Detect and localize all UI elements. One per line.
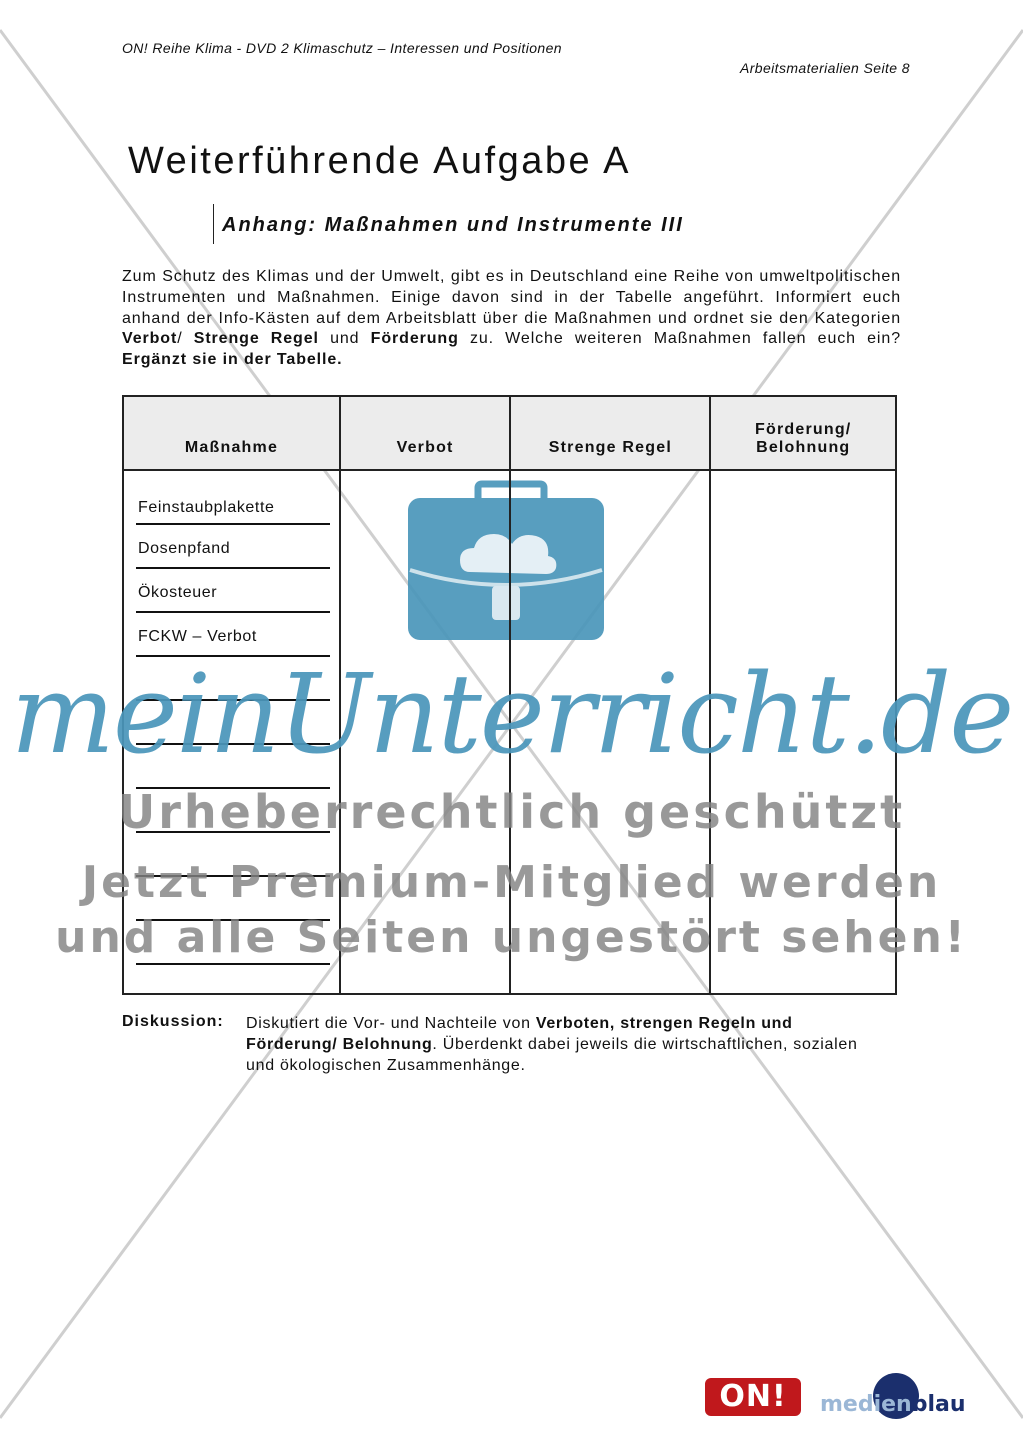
page-subtitle: Anhang: Maßnahmen und Instrumente III: [222, 214, 684, 236]
list-item: Feinstaubplakette: [136, 499, 330, 525]
medienblau-logo-medien: medien: [820, 1392, 912, 1417]
page-title: Weiterführende Aufgabe A: [128, 140, 631, 182]
discussion-label: Diskussion:: [122, 1013, 224, 1030]
list-item: FCKW – Verbot: [136, 613, 330, 657]
intro-text: Zum Schutz des Klimas und der Umwelt, gibt es in Deutschland eine Reihe von umweltpolitischen Instrumenten und Maßnahmen. Einige davon sind in der Tabelle angeführt. Informiert euch anhand der Info-Kästen auf dem Arbeitsblatt über die Maßnahmen und ordnet sie den Kategorien: [122, 268, 901, 327]
intro-text: zu. Welche weiteren Maßnahmen fallen euch ein?: [458, 330, 901, 348]
medienblau-logo-blau: blau: [911, 1392, 966, 1417]
header-foerderung: Förderung/ Belohnung: [710, 396, 896, 470]
subtitle-divider: [213, 204, 214, 244]
discussion-text: [246, 1013, 886, 1076]
list-item: Dosenpfand: [136, 525, 330, 569]
header-massnahme: Maßnahme: [123, 396, 340, 470]
intro-bold-instruction: Ergänzt sie in der Tabelle.: [122, 351, 343, 369]
header-verbot: Verbot: [340, 396, 510, 470]
header-series-title: ON! Reihe Klima - DVD 2 Klimaschutz – Interessen und Positionen: [122, 40, 562, 56]
discussion-bold-part: Verboten, strengen Regeln und Förderung/ Belohnung: [246, 1015, 793, 1053]
intro-bold-foerderung: Förderung: [370, 330, 459, 348]
on-logo: ON!: [705, 1378, 801, 1416]
header-page-label: Arbeitsmaterialien Seite 8: [740, 60, 910, 76]
discussion-text-part: . Überdenkt dabei jeweils die wirtschaftlichen, sozialen und ökologischen Zusammenhänge.: [246, 1036, 858, 1074]
watermark-premium: Jetzt Premium-Mitglied werden: [81, 857, 942, 908]
table-header-row: [123, 396, 896, 470]
watermark-brand: meinUnterricht.de: [10, 650, 1013, 778]
intro-bold-verbot: Verbot: [122, 330, 178, 348]
watermark-copyright: Urheberrechtlich geschützt: [117, 785, 906, 839]
discussion-text-part: Diskutiert die Vor- und Nachteile von: [246, 1015, 536, 1032]
list-item: Ökosteuer: [136, 569, 330, 613]
header-strenge-regel: Strenge Regel: [510, 396, 710, 470]
medienblau-logo: [820, 1392, 966, 1417]
intro-text: und: [318, 330, 371, 348]
intro-text: /: [177, 330, 194, 348]
intro-paragraph: [122, 267, 901, 371]
watermark-view-all: und alle Seiten ungestört sehen!: [55, 912, 968, 963]
intro-bold-strenge-regel: Strenge Regel: [193, 330, 319, 348]
